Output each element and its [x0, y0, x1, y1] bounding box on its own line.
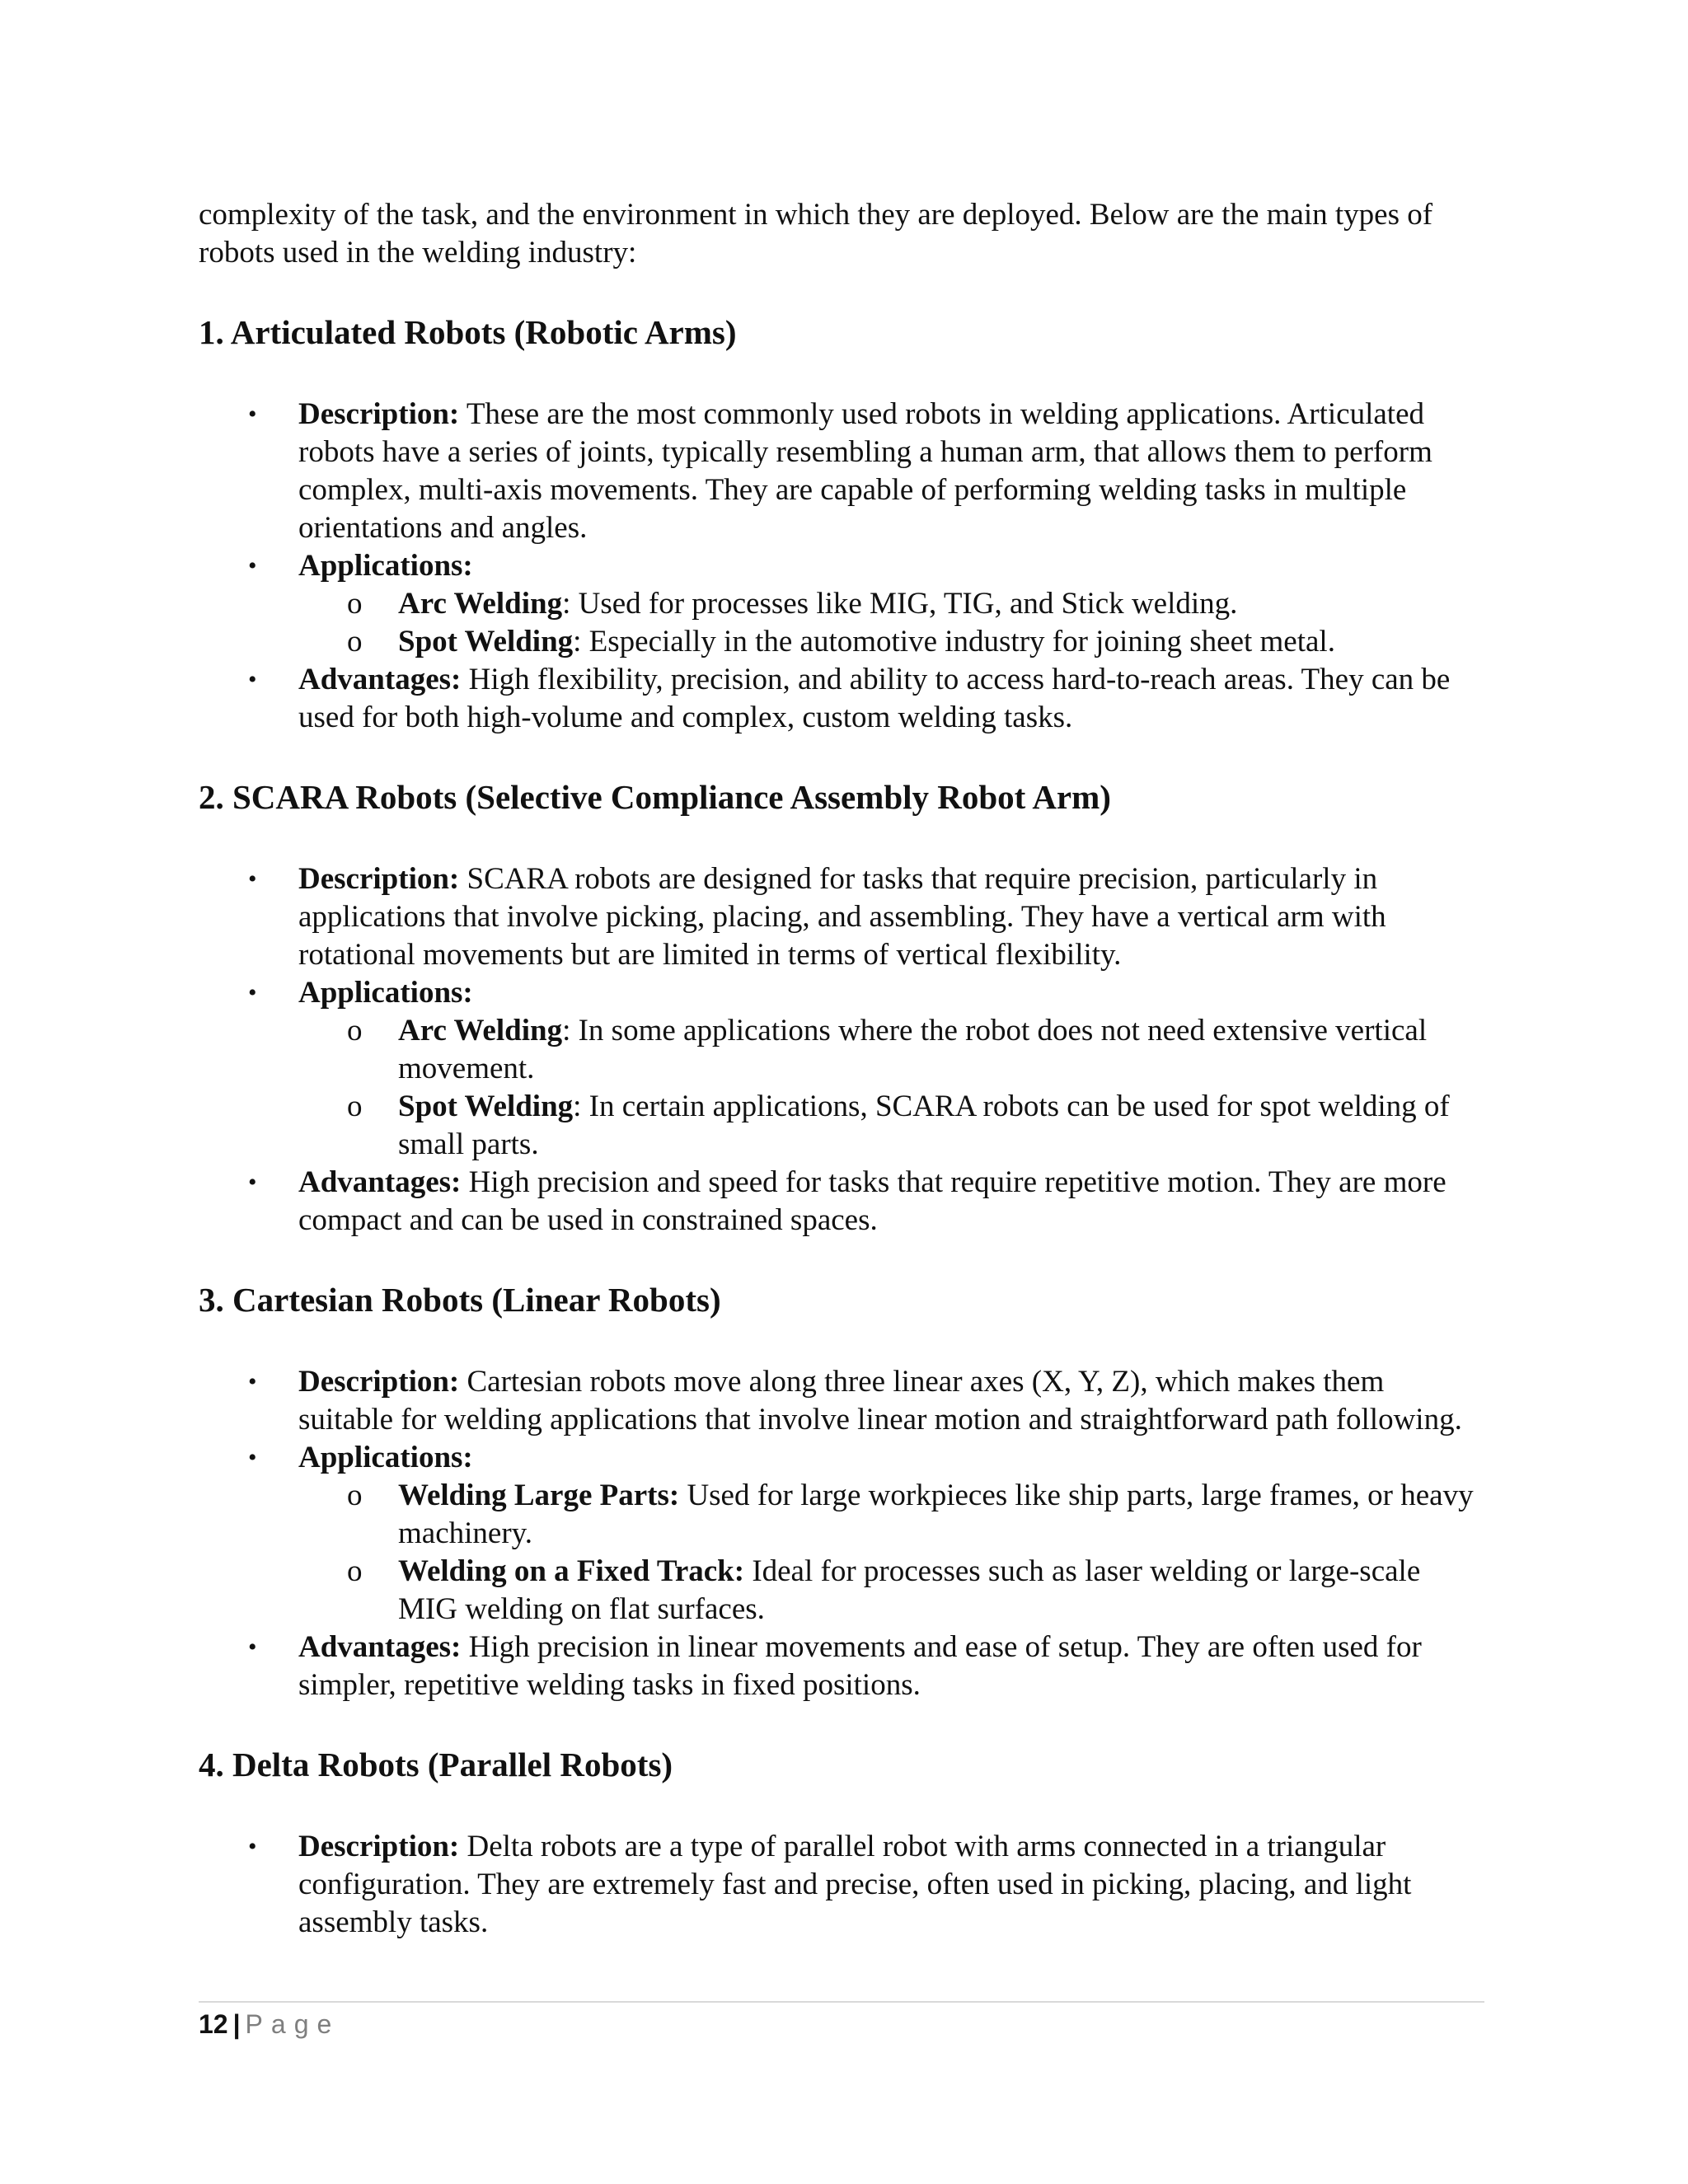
section-heading: 3. Cartesian Robots (Linear Robots): [199, 1281, 721, 1319]
section-delta-robots: [199, 1744, 1484, 1942]
page-label: Page: [245, 2009, 340, 2039]
application-text: : In some applications where the robot does not need extensive vertical movement.: [398, 1014, 1428, 1085]
description-label: Description:: [298, 1830, 460, 1863]
description-label: Description:: [298, 862, 460, 896]
advantages-text: High precision and speed for tasks that require repetitive motion. They are more compact and can be used in constrained spaces.: [298, 1165, 1447, 1237]
applications-list: [298, 1012, 1484, 1164]
section-heading: 1. Articulated Robots (Robotic Arms): [199, 313, 737, 351]
bullet-list: [199, 396, 1484, 737]
footer-divider: [199, 2001, 1484, 2003]
intro-paragraph: complexity of the task, and the environment in which they are deployed. Below are the main types of robots used in the welding industry:: [199, 198, 1433, 269]
bullet-icon: •: [248, 666, 257, 693]
sub-bullet-icon: o: [347, 1090, 363, 1123]
applications-item: [199, 1439, 1484, 1629]
bullet-icon: •: [248, 979, 257, 1006]
advantages-item: [199, 1164, 1484, 1240]
bullet-icon: •: [248, 552, 257, 579]
advantages-text: High precision in linear movements and ease of setup. They are often used for simpler, repetitive welding tasks in fixed positions.: [298, 1630, 1422, 1702]
section-articulated-robots: [199, 312, 1484, 737]
applications-label: Applications:: [298, 1441, 473, 1474]
application-label: Arc Welding: [398, 587, 563, 621]
bullet-icon: •: [248, 865, 257, 893]
description-text: SCARA robots are designed for tasks that require precision, particularly in applications that involve picking, placing, and assembling. They have a vertical arm with rotational movements but are limited in terms of vertical flexibility.: [298, 862, 1386, 972]
sub-bullet-icon: o: [347, 1014, 363, 1047]
section-heading: 2. SCARA Robots (Selective Compliance Assembly Robot Arm): [199, 778, 1111, 816]
bullet-list: [199, 1828, 1484, 1942]
sub-bullet-icon: o: [347, 625, 363, 658]
description-item: [199, 860, 1484, 974]
bullet-list: [199, 860, 1484, 1240]
application-text: : Used for processes like MIG, TIG, and Stick welding.: [562, 587, 1238, 621]
application-label: Welding on a Fixed Track:: [398, 1554, 745, 1588]
page-footer: [199, 2001, 1484, 2040]
bullet-icon: •: [248, 1444, 257, 1471]
description-label: Description:: [298, 397, 460, 431]
advantages-item: [199, 1629, 1484, 1704]
application-item: [298, 1088, 1484, 1164]
sub-bullet-icon: o: [347, 1479, 363, 1512]
applications-label: Applications:: [298, 549, 473, 583]
application-item: [298, 623, 1484, 661]
advantages-label: Advantages:: [298, 1165, 462, 1199]
application-text: Ideal for processes such as laser welding or large-scale MIG welding on flat surfaces.: [398, 1554, 1421, 1626]
description-item: [199, 396, 1484, 547]
applications-label: Applications:: [298, 976, 473, 1010]
description-text: Cartesian robots move along three linear axes (X, Y, Z), which makes them suitable for welding applications that involve linear motion and straightforward path following.: [298, 1365, 1462, 1436]
application-label: Spot Welding: [398, 625, 574, 658]
description-text: Delta robots are a type of parallel robot with arms connected in a triangular configuration. They are extremely fast and precise, often used in picking, placing, and light assembly tasks.: [298, 1830, 1412, 1939]
application-label: Arc Welding: [398, 1014, 563, 1047]
advantages-item: [199, 661, 1484, 737]
applications-item: [199, 547, 1484, 661]
applications-list: [298, 585, 1484, 661]
section-heading: 4. Delta Robots (Parallel Robots): [199, 1746, 673, 1783]
application-item: [298, 1553, 1484, 1629]
section-cartesian-robots: [199, 1279, 1484, 1704]
application-label: Spot Welding: [398, 1090, 574, 1123]
application-text: : Especially in the automotive industry for joining sheet metal.: [573, 625, 1335, 658]
bullet-icon: •: [248, 1833, 257, 1860]
advantages-text: High flexibility, precision, and ability to access hard-to-reach areas. They can be used for both high-volume and complex, custom welding tasks.: [298, 663, 1451, 734]
sub-bullet-icon: o: [347, 1554, 363, 1588]
bullet-list: [199, 1363, 1484, 1704]
application-label: Welding Large Parts:: [398, 1479, 680, 1512]
application-text: Used for large workpieces like ship parts, large frames, or heavy machinery.: [398, 1479, 1474, 1550]
description-item: [199, 1828, 1484, 1942]
bullet-icon: •: [248, 401, 257, 428]
description-item: [199, 1363, 1484, 1439]
application-item: [298, 585, 1484, 623]
document-page: [199, 196, 1484, 1942]
page-number-value: 12: [199, 2009, 228, 2039]
description-label: Description:: [298, 1365, 460, 1399]
description-text: These are the most commonly used robots in welding applications. Articulated robots have a series of joints, typically resembling a human arm, that allows them to perform complex, multi-axis movements. They are capable of performing welding tasks in multiple orientations and angles.: [298, 397, 1432, 545]
application-item: [298, 1012, 1484, 1088]
advantages-label: Advantages:: [298, 1630, 462, 1664]
applications-list: [298, 1477, 1484, 1629]
bullet-icon: •: [248, 1169, 257, 1196]
advantages-label: Advantages:: [298, 663, 462, 696]
sub-bullet-icon: o: [347, 587, 363, 621]
page-number: [199, 2009, 1484, 2040]
page-separator: |: [232, 2009, 241, 2039]
application-item: [298, 1477, 1484, 1553]
bullet-icon: •: [248, 1633, 257, 1661]
applications-item: [199, 974, 1484, 1164]
section-scara-robots: [199, 776, 1484, 1240]
bullet-icon: •: [248, 1368, 257, 1395]
application-text: : In certain applications, SCARA robots can be used for spot welding of small parts.: [398, 1090, 1450, 1161]
